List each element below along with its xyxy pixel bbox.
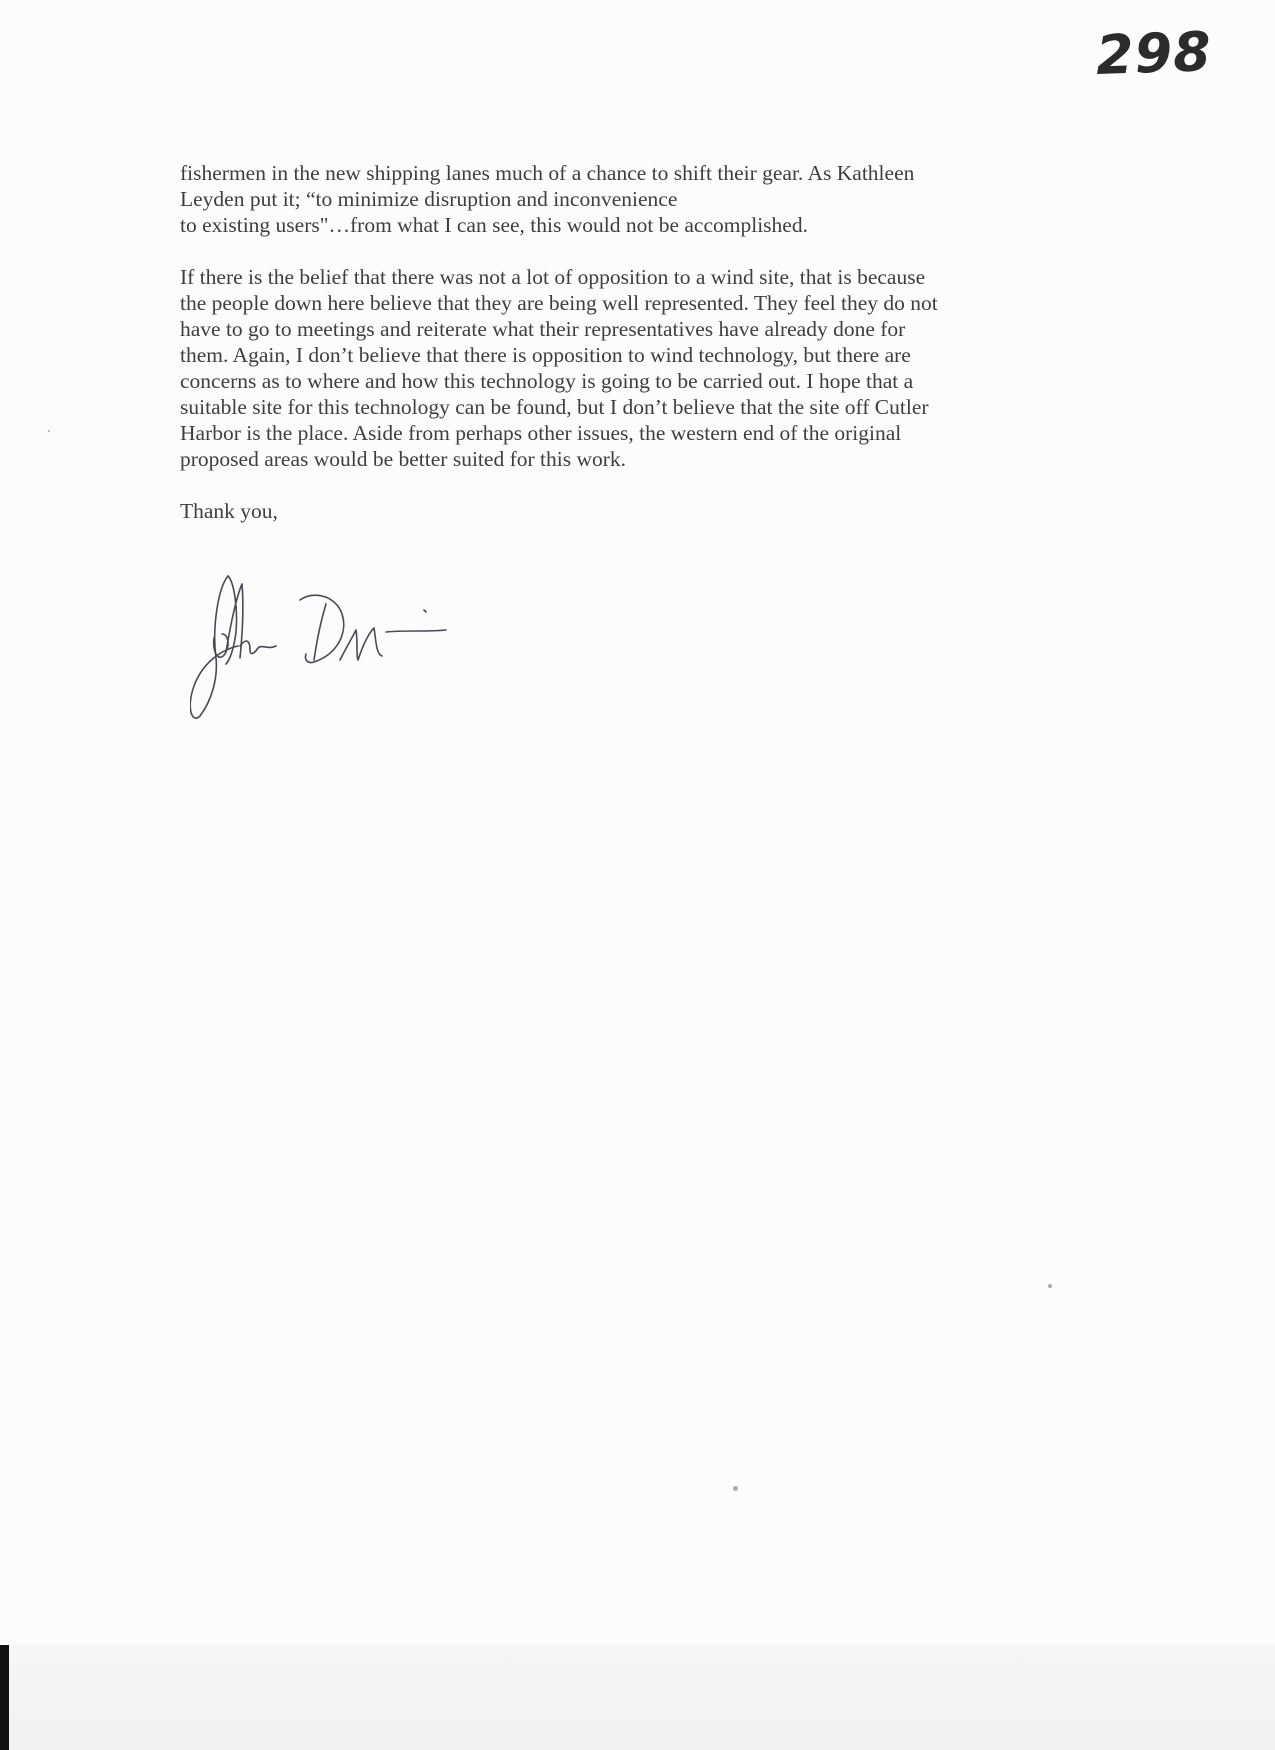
text-line: to existing users"…from what I can see, this would not be accomplished. (180, 213, 808, 237)
letter-body (180, 160, 1080, 524)
text-line: Leyden put it; “to minimize disruption and inconvenience (180, 187, 678, 211)
text-line: them. Again, I don’t believe that there is opposition to wind technology, but there are (180, 343, 911, 367)
scan-speck (1048, 1284, 1052, 1288)
text-line: the people down here believe that they are being well represented. They feel they do not (180, 291, 938, 315)
paragraph-1 (180, 160, 1080, 238)
scan-bottom-shade (0, 1645, 1275, 1750)
scan-speck (733, 1486, 738, 1491)
handwritten-page-number: 298 (1094, 19, 1213, 88)
text-line: If there is the belief that there was not a lot of opposition to a wind site, that is because (180, 265, 926, 289)
text-line: have to go to meetings and reiterate what their representatives have already done for (180, 317, 906, 341)
text-line: suitable site for this technology can be found, but I don’t believe that the site off Cutler (180, 395, 929, 419)
paragraph-spacer (180, 472, 1080, 498)
handwritten-signature (190, 568, 500, 728)
scan-edge-bar (0, 1645, 9, 1750)
paragraph-spacer (180, 238, 1080, 264)
paragraph-2 (180, 264, 1080, 472)
closing-text: Thank you, (180, 499, 278, 523)
text-line: fishermen in the new shipping lanes much of a chance to shift their gear. As Kathleen (180, 161, 915, 185)
text-line: Harbor is the place. Aside from perhaps other issues, the western end of the original (180, 421, 902, 445)
scan-speck (48, 430, 50, 432)
text-line: proposed areas would be better suited for this work. (180, 447, 627, 471)
text-line: concerns as to where and how this technology is going to be carried out. I hope that a (180, 369, 914, 393)
